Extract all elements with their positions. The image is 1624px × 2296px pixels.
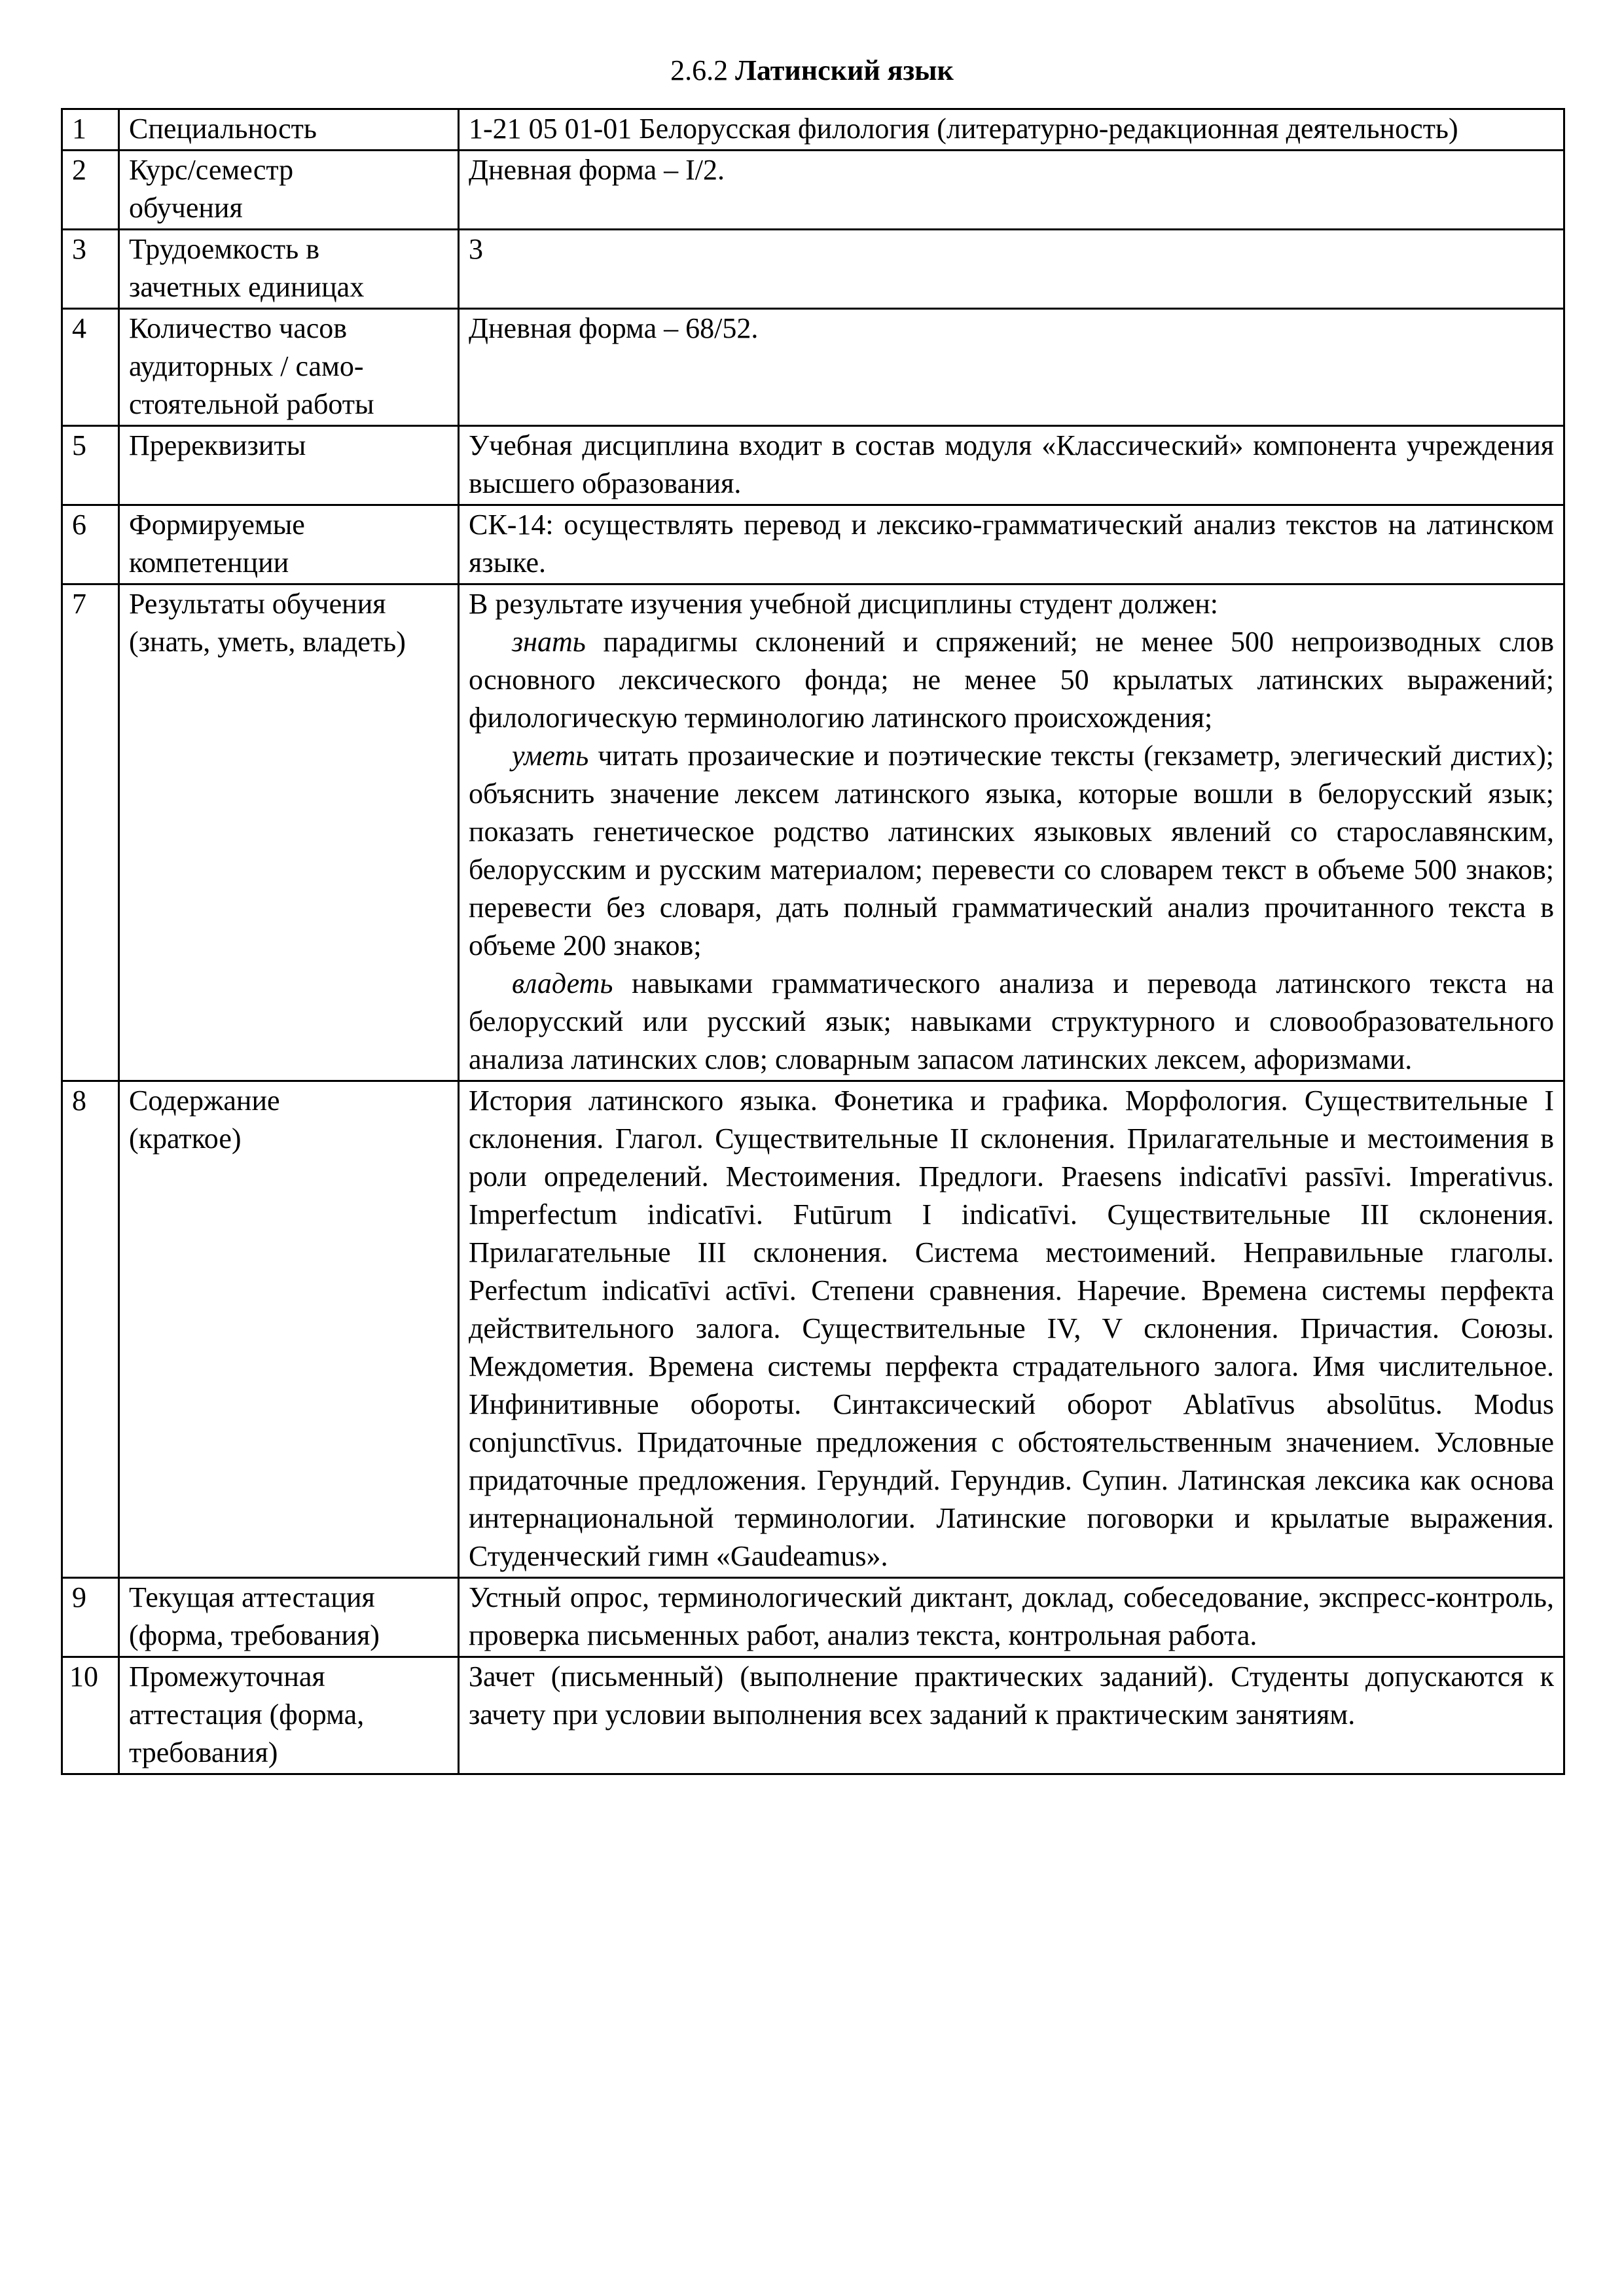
row-value-prerequisites: Учебная дисциплина входит в состав модуля «Классический» компонента учреждения высшего образования. (459, 426, 1564, 505)
row-number: 9 (62, 1578, 119, 1657)
row-label-current-assessment: Текущая аттестация (форма, требования) (119, 1578, 459, 1657)
row-label-competences: Формируемые компетенции (119, 505, 459, 584)
outcomes-able (469, 737, 1554, 965)
row-label-specialty: Специальность (119, 109, 459, 151)
row-number: 6 (62, 505, 119, 584)
section-title (0, 51, 1624, 90)
row-label-content (119, 1081, 459, 1578)
know-keyword: знать (512, 626, 586, 658)
row-value-current-assessment: Устный опрос, терминологический диктант, доклад, собеседование, экспресс-контроль, проверка письменных работ, анализ текста, контрольная работа. (459, 1578, 1564, 1657)
row-label-text: Результаты обучения (знать, уметь, владеть) (129, 588, 406, 658)
table-row (62, 584, 1564, 1081)
row-value-course-semester: Дневная форма – I/2. (459, 151, 1564, 230)
section-number: 2.6.2 (670, 54, 729, 86)
row-label-course-semester (119, 151, 459, 230)
row-value-specialty: 1-21 05 01-01 Белорусская филология (литературно-редакционная деятельность) (459, 109, 1564, 151)
row-number: 2 (62, 151, 119, 230)
table-row (62, 1081, 1564, 1578)
able-text: читать прозаические и поэтические тексты (гекзаметр, элегический дистих); объяснить значение лексем латинского языка, которые вошли в белорусский язык; показать генетическое родство латинских языковых явлений со старославянским, белорусским и русским материалом; перевести со словарем текст в объеме 500 знаков; перевести без словаря, дать полный грамматический анализ прочитанного текста в объеме 200 знаков; (469, 740, 1554, 961)
table-row (62, 309, 1564, 426)
row-number: 10 (62, 1657, 119, 1774)
table-row (62, 426, 1564, 505)
section-name: Латинский язык (735, 54, 954, 86)
own-keyword: владеть (512, 967, 613, 999)
row-label-text: Курс/семестр обучения (129, 154, 294, 224)
row-number: 4 (62, 309, 119, 426)
table-row (62, 1578, 1564, 1657)
row-label-learning-outcomes (119, 584, 459, 1081)
row-label-text: Промежуточная аттестация (форма, требования) (129, 1660, 365, 1768)
row-label-credits (119, 230, 459, 309)
row-value-competences: СК-14: осуществлять перевод и лексико-грамматический анализ текстов на латинском языке. (459, 505, 1564, 584)
outcomes-know (469, 623, 1554, 737)
row-label-text: Количество часов аудиторных / само-стоятельной работы (129, 312, 374, 420)
table-row (62, 151, 1564, 230)
row-label-text: Содержание (краткое) (129, 1085, 280, 1155)
row-label-interim-assessment (119, 1657, 459, 1774)
row-value-interim-assessment: Зачет (письменный) (выполнение практических заданий). Студенты допускаются к зачету при условии выполнения всех заданий к практическим занятиям. (459, 1657, 1564, 1774)
own-text: навыками грамматического анализа и перевода латинского текста на белорусский или русский язык; навыками структурного и словообразовательного анализа латинских слов; словарным запасом латинских лексем, афоризмами. (469, 967, 1554, 1075)
row-number: 8 (62, 1081, 119, 1578)
table-row (62, 1657, 1564, 1774)
table-row (62, 505, 1564, 584)
row-value-credits: 3 (459, 230, 1564, 309)
row-label-text: Трудоемкость в зачетных единицах (129, 233, 365, 303)
course-info-table (61, 108, 1565, 1775)
row-label-hours (119, 309, 459, 426)
outcomes-own (469, 965, 1554, 1079)
know-text: парадигмы склонений и спряжений; не менее 500 непроизводных слов основного лексического фонда; не менее 50 крылатых латинских выражений; филологическую терминологию латинского происхождения; (469, 626, 1554, 734)
outcomes-intro: В результате изучения учебной дисциплины студент должен: (469, 588, 1219, 620)
table-row (62, 109, 1564, 151)
row-number: 3 (62, 230, 119, 309)
row-value-learning-outcomes (459, 584, 1564, 1081)
row-number: 1 (62, 109, 119, 151)
table-row (62, 230, 1564, 309)
row-value-content: История латинского языка. Фонетика и графика. Морфология. Существительные I склонения. Глагол. Существительные II склонения. Прилагательные и местоимения в роли определений. Местоимения. Предлоги. Praesens indicatīvi passīvi. Imperativus. Imperfectum indicatīvi. Futūrum I indicatīvi. Существительные III склонения. Прилагательные III склонения. Система местоимений. Неправильные глаголы. Perfectum indicatīvi actīvi. Степени сравнения. Наречие. Времена системы перфекта действительного залога. Существительные IV, V склонения. Причастия. Союзы. Междометия. Времена системы перфекта страдательного залога. Имя числительное. Инфинитивные обороты. Синтаксический оборот Ablatīvus absolūtus. Modus conjunctīvus. Придаточные предложения с обстоятельственным значением. Условные придаточные предложения. Герундий. Герундив. Супин. Латинская лексика как основа интернациональной терминологии. Латинские поговорки и крылатые выражения. Студенческий гимн «Gaudeamus». (459, 1081, 1564, 1578)
row-label-prerequisites: Пререквизиты (119, 426, 459, 505)
row-value-hours: Дневная форма – 68/52. (459, 309, 1564, 426)
row-number: 5 (62, 426, 119, 505)
able-keyword: уметь (512, 740, 589, 772)
row-number: 7 (62, 584, 119, 1081)
